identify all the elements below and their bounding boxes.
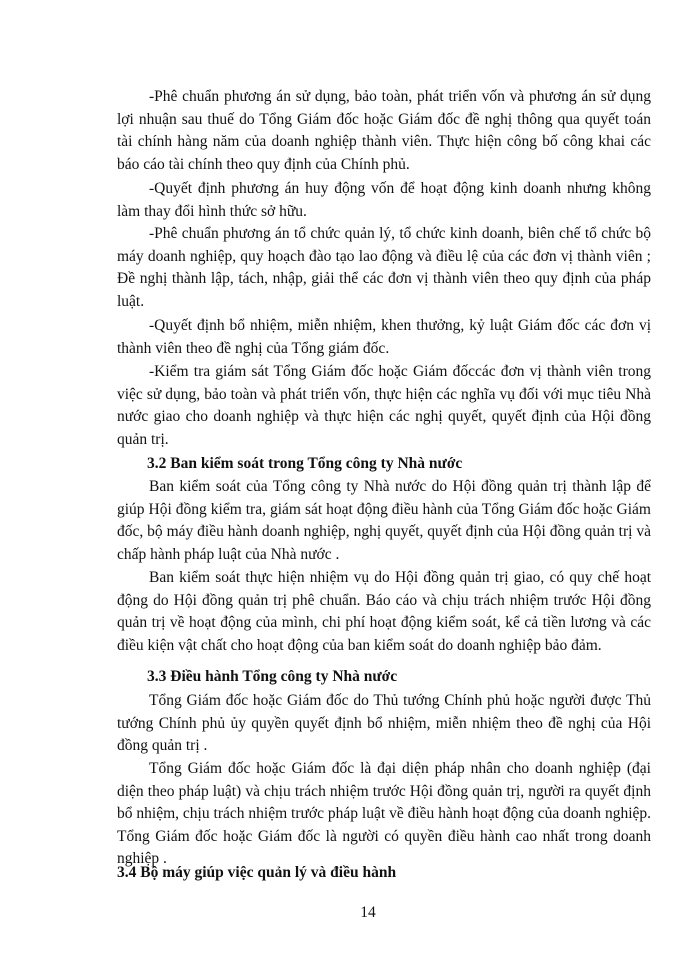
- heading-3-2: 3.2 Ban kiểm soát trong Tổng công ty Nhà nước: [147, 455, 463, 472]
- paragraph-capital-mobilization: ‐Quyết định phương án huy động vốn để hoạt động kinh doanh nhưng không làm thay đổi hình thức sở hữu.: [117, 180, 651, 220]
- paragraph-director-appointment: Tổng Giám đốc hoặc Giám đốc do Thủ tướng Chính phủ hoặc người được Thủ tướng Chính phủ ủy quyền quyết định bổ nhiệm, miễn nhiệm theo đề nghị của Hội đồng quản trị .: [117, 692, 651, 755]
- paragraph-control-board-duties: Ban kiểm soát thực hiện nhiệm vụ do Hội đồng quản trị giao, có quy chế hoạt động do Hội đồng quản trị phê chuẩn. Báo cáo và chịu trách nhiệm trước Hội đồng quản trị về hoạt động của mình, chi phí hoạt động kiểm soát, kể cả tiền lương và các điều kiện vật chất cho hoạt động của ban kiểm soát do doanh nghiệp bảo đảm.: [117, 569, 651, 654]
- paragraph-supervision: ‐Kiểm tra giám sát Tổng Giám đốc hoặc Giám đốccác đơn vị thành viên trong việc sử dụng, bảo toàn và phát triển vốn, thực hiện các nghĩa vụ đối với mục tiêu Nhà nước giao cho doanh nghiệp và thực hiện các nghị quyết, quyết định của Hội đồng quản trị.: [117, 363, 651, 448]
- paragraph-appointment-decision: ‐Quyết định bổ nhiệm, miễn nhiệm, khen thưởng, kỷ luật Giám đốc các đơn vị thành viên theo đề nghị của Tổng giám đốc.: [117, 317, 651, 357]
- paragraph-control-board: Ban kiểm soát của Tổng công ty Nhà nước do Hội đồng quản trị thành lập để giúp Hội đồng kiểm tra, giám sát hoạt động điều hành của Tổng Giám đốc hoặc Giám đốc, bộ máy điều hành doanh nghiệp, nghị quyết, quyết định của Hội đồng quản trị và chấp hành pháp luật của Nhà nước .: [117, 478, 651, 563]
- page-number: 14: [360, 904, 376, 921]
- paragraph-director-role: Tổng Giám đốc hoặc Giám đốc là đại diện pháp nhân cho doanh nghiệp (đại diện theo pháp luật) và chịu trách nhiệm trước Hội đồng quản trị, người ra quyết định bổ nhiệm, chịu trách nhiệm trước pháp luật về điều hành hoạt động của doanh nghiệp. Tổng Giám đốc hoặc Giám đốc là người có quyền điều hành cao nhất trong doanh nghiệp .: [117, 760, 651, 868]
- heading-3-3: 3.3 Điều hành Tổng công ty Nhà nước: [147, 668, 398, 685]
- heading-3-4: 3.4 Bộ máy giúp việc quản lý và điều hành: [117, 864, 397, 881]
- paragraph-organization-approval: ‐Phê chuẩn phương án tổ chức quản lý, tổ chức kinh doanh, biên chế tổ chức bộ máy doanh nghiệp, quy hoạch đào tạo lao động và điều lệ của các đơn vị thành viên ; Đề nghị thành lập, tách, nhập, giải thể các đơn vị thành viên theo quy định của pháp luật.: [117, 225, 651, 310]
- paragraph-approve-capital-plan: ‐Phê chuẩn phương án sử dụng, bảo toàn, phát triển vốn và phương án sử dụng lợi nhuận sau thuế do Tổng Giám đốc hoặc Giám đốc đề nghị thông qua quyết toán tài chính hàng năm của doanh nghiệp thành viên. Thực hiện công bố công khai các báo cáo tài chính theo quy định của Chính phủ.: [117, 88, 651, 173]
